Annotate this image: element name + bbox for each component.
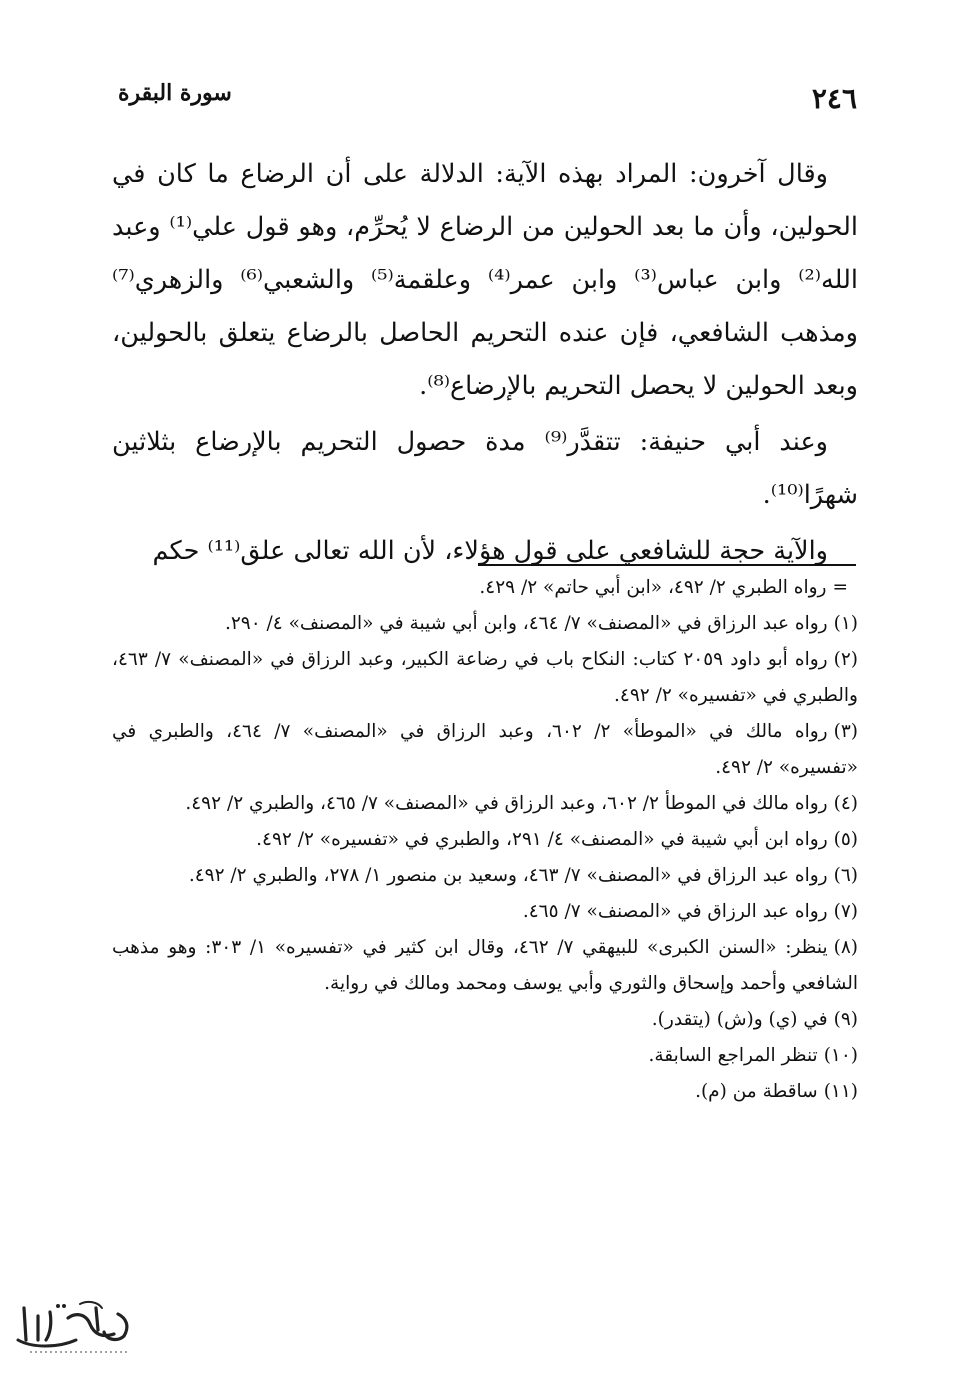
footnote-2 bbox=[112, 642, 858, 714]
footnote-text: ينظر: «السنن الكبرى» للبيهقي ٧/ ٤٦٢، وقال ابن كثير في «تفسيره» ١/ ٣٠٣: وهو مذهب الشافعي وأحمد وإسحاق والثوري وأبي يوسف ومحمد ومالك في رواية. bbox=[112, 937, 858, 994]
footnote-text: رواه أبو داود ٢٠٥٩ كتاب: النكاح باب في رضاعة الكبير، وعبد الرزاق في «المصنف» ٧/ ٤٦٣، والطبري في «تفسيره» ٢/ ٤٩٢. bbox=[112, 649, 858, 706]
paragraph-2: وعند أبي حنيفة: تتقدَّر⁽⁹⁾ مدة حصول التحريم بالإرضاع بثلاثين شهرًا⁽¹⁰⁾. bbox=[112, 427, 858, 510]
footnote-text: في (ي) و(ش) (يتقدر). bbox=[651, 1009, 828, 1030]
footnote-10 bbox=[112, 1038, 858, 1074]
footnote-mark: (٨) bbox=[833, 937, 858, 958]
footnote-4 bbox=[112, 786, 858, 822]
footnote-3 bbox=[112, 714, 858, 786]
footnote-mark: (١) bbox=[833, 613, 858, 634]
page-header bbox=[118, 78, 857, 128]
footnote-8 bbox=[112, 930, 858, 1002]
footnote-text: رواه مالك في «الموطأ» ٢/ ٦٠٢، وعبد الرزاق في «المصنف» ٧/ ٤٦٤، والطبري في «تفسيره» ٢/ ٤٩٢. bbox=[112, 721, 858, 778]
footnote-mark: (١١) bbox=[823, 1081, 858, 1102]
footnote-text: رواه ابن أبي شيبة في «المصنف» ٤/ ٢٩١، والطبري في «تفسيره» ٢/ ٤٩٢. bbox=[256, 829, 828, 850]
footnote-11 bbox=[112, 1074, 858, 1110]
footnote-text: رواه عبد الرزاق في «المصنف» ٧/ ٤٦٤، وابن أبي شيبة في «المصنف» ٤/ ٢٩٠. bbox=[224, 613, 828, 634]
footnote-9 bbox=[112, 1002, 858, 1038]
footnote-text: ساقطة من (م). bbox=[695, 1081, 818, 1102]
footnote-mark: (٦) bbox=[833, 865, 858, 886]
footnote-text: رواه الطبري ٢/ ٤٩٢، «ابن أبي حاتم» ٢/ ٤٢٩. bbox=[479, 577, 827, 598]
footnote-5 bbox=[112, 822, 858, 858]
footnote-mark: (٧) bbox=[833, 901, 858, 922]
footnote-continuation bbox=[112, 570, 858, 606]
page-number: ٢٤٦ bbox=[811, 82, 857, 115]
footnote-text: تنظر المراجع السابقة. bbox=[648, 1045, 818, 1066]
footnote-text: رواه مالك في الموطأ ٢/ ٦٠٢، وعبد الرزاق في «المصنف» ٧/ ٤٦٥، والطبري ٢/ ٤٩٢. bbox=[185, 793, 828, 814]
footnote-mark: = bbox=[832, 577, 848, 598]
footnote-mark: (٢) bbox=[833, 649, 858, 670]
paragraph-1: وقال آخرون: المراد بهذه الآية: الدلالة على أن الرضاع ما كان في الحولين، وأن ما بعد الحولين من الرضاع لا يُحرِّم، وهو قول علي⁽¹⁾ وعبد الله⁽²⁾ وابن عباس⁽³⁾ وابن عمر⁽⁴⁾ وعلقمة⁽⁵⁾ والشعبي⁽⁶⁾ والزهري⁽⁷⁾ ومذهب الشافعي، فإن عنده التحريم الحاصل بالرضاع يتعلق بالحولين، وبعد الحولين لا يحصل التحريم بالإرضاع⁽⁸⁾. bbox=[112, 159, 858, 401]
footnote-mark: (٥) bbox=[833, 829, 858, 850]
surah-name: سورة البقرة bbox=[118, 80, 232, 106]
footnotes bbox=[112, 570, 858, 1110]
footnote-mark: (٤) bbox=[833, 793, 858, 814]
footnote-mark: (٩) bbox=[833, 1009, 858, 1030]
footnote-divider bbox=[478, 564, 856, 566]
footnote-6 bbox=[112, 858, 858, 894]
calligraphy-logo bbox=[10, 1296, 148, 1360]
footnote-text: رواه عبد الرزاق في «المصنف» ٧/ ٤٦٣، وسعيد بن منصور ١/ ٢٧٨، والطبري ٢/ ٤٩٢. bbox=[188, 865, 828, 886]
footnote-mark: (٣) bbox=[833, 721, 858, 742]
footnote-7 bbox=[112, 894, 858, 930]
footnote-mark: (١٠) bbox=[823, 1045, 858, 1066]
paragraph-3: والآية حجة للشافعي على قول هؤلاء، لأن الله تعالى علق⁽¹¹⁾ حكم bbox=[152, 536, 828, 566]
footnote-1 bbox=[112, 606, 858, 642]
footnote-text: رواه عبد الرزاق في «المصنف» ٧/ ٤٦٥. bbox=[522, 901, 828, 922]
main-text bbox=[112, 148, 858, 578]
